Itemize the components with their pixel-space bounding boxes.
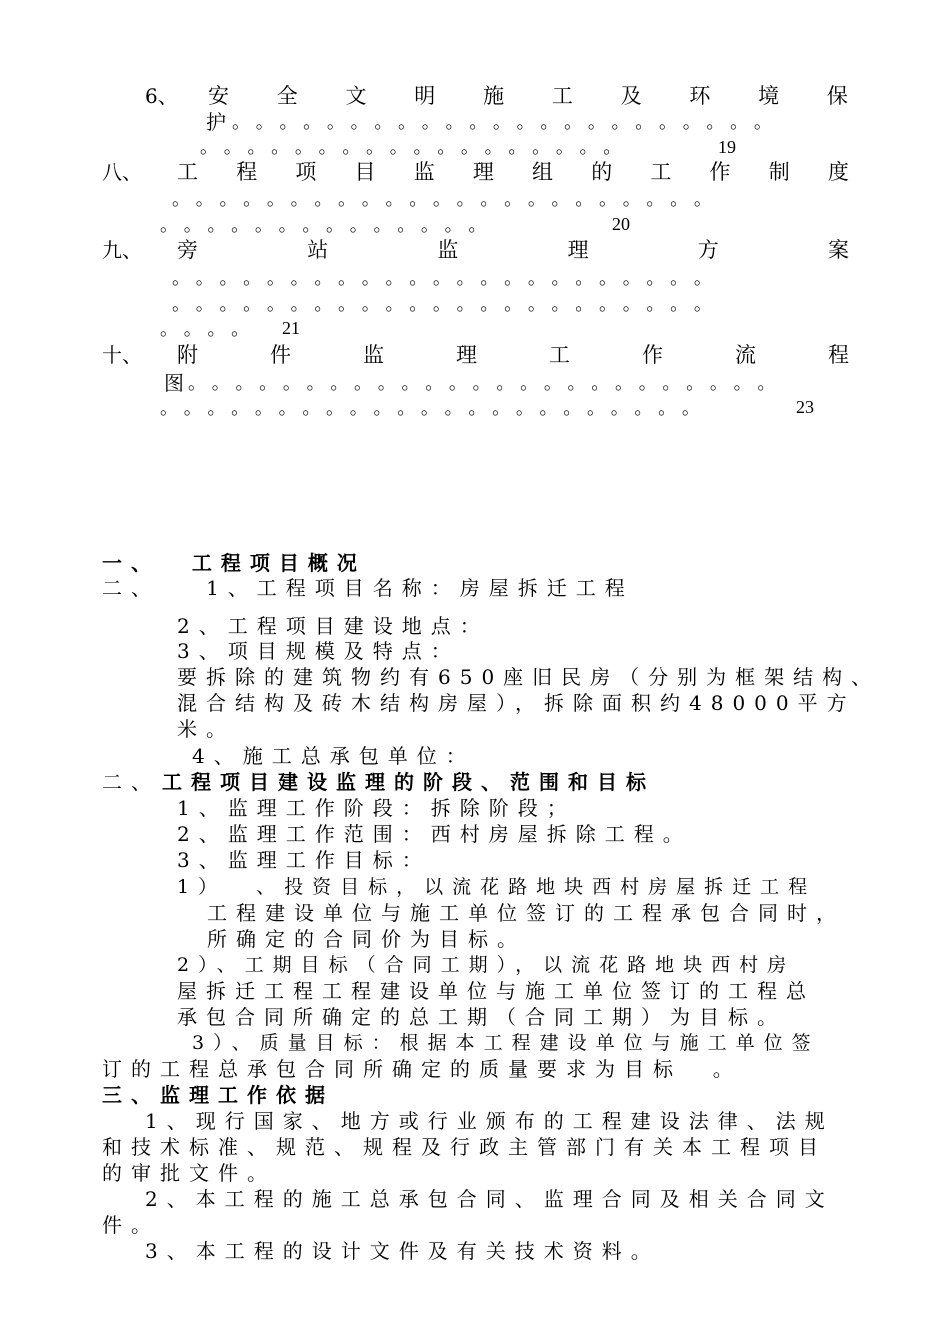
- section-2-item-1: 1、监理工作阶段：拆除阶段；: [177, 796, 576, 820]
- section-3-item-1-line-3: 的审批文件。: [102, 1161, 276, 1185]
- section-2-goal-2-line-3: 承包合同所确定的总工期（合同工期）为目标。: [177, 1005, 786, 1029]
- toc-9-leader-1: 。 。 。 。 。 。 。 。 。 。 。 。 。 。 。 。 。 。 。 。 。 。 。: [172, 268, 712, 289]
- toc-title-char: 程: [828, 343, 849, 367]
- section-3-item-3: 3、本工程的设计文件及有关技术资料。: [145, 1239, 660, 1263]
- toc-title-char: 理: [567, 238, 589, 262]
- toc-title-char: 保: [826, 84, 848, 108]
- section-1-item-3: 3、项目规模及特点：: [177, 639, 460, 663]
- toc-9-leader-2: 。 。 。 。 。 。 。 。 。 。 。 。 。 。 。 。 。 。 。 。 。 。 。: [172, 294, 712, 315]
- section-2-goal-3-line-1: 3）、质量目标：根据本工程建设单位与施工单位签: [192, 1032, 820, 1054]
- toc-8-prefix: 八、: [102, 160, 142, 184]
- toc-title-char: 理: [472, 160, 494, 184]
- toc-9-page: 21: [282, 318, 300, 338]
- toc-title-char: 件: [270, 343, 291, 367]
- section-2-title: 工程项目建设监理的阶段、范围和目标: [162, 770, 655, 794]
- toc-8-leader-1: 。 。 。 。 。 。 。 。 。 。 。 。 。 。 。 。 。 。 。 。 。 。 。: [172, 189, 712, 210]
- toc-title-char: 监: [413, 160, 435, 184]
- toc-title-char: 施: [483, 84, 505, 108]
- section-3-item-1-line-1: 1、现行国家、地方或行业颁布的工程建设法律、法规: [145, 1109, 834, 1133]
- section-1-item-4: 4、施工总承包单位：: [192, 744, 475, 768]
- section-2-goal-2-line-2: 屋拆迁工程工程建设单位与施工单位签订的工程总: [177, 979, 815, 1003]
- toc-10-leader-1: 。 。 。 。 。 。 。 。 。 。 。 。 。 。 。 。 。 。 。 。 。 。 。 。 。: [188, 373, 776, 394]
- toc-title-char: 制: [768, 160, 790, 184]
- toc-title-char: 站: [307, 238, 329, 262]
- toc-title-char: 作: [709, 160, 731, 184]
- toc-title-char: 监: [363, 343, 384, 367]
- toc-9-leader-3: 。 。 。 。: [160, 319, 250, 340]
- toc-title-char: 附: [177, 343, 198, 367]
- toc-10-leader-2: 。 。 。 。 。 。 。 。 。 。 。 。 。 。 。 。 。 。 。 。 。 。 。: [160, 398, 700, 419]
- toc-title-char: 工: [177, 160, 198, 184]
- section-1-item-2: 2、工程项目建设地点：: [177, 614, 489, 638]
- toc-title-char: 度: [827, 160, 849, 184]
- toc-10-cont: 图: [164, 371, 184, 395]
- toc-6-page: 19: [718, 137, 736, 157]
- section-1-item-3-text-3: 米。: [177, 717, 235, 741]
- toc-6-leader-2: 。 。 。 。 。 。 。 。 。 。 。 。 。 。 。 。 。 。: [200, 137, 622, 158]
- section-2-goal-1-line-3: 所确定的合同价为目标。: [207, 927, 526, 951]
- section-2-goal-1-line-1: 1） 、投资目标，以流花路地块西村房屋拆迁工程: [177, 876, 817, 898]
- toc-title-char: 环: [689, 84, 711, 108]
- toc-8-page: 20: [612, 214, 630, 234]
- toc-6-prefix: 6、: [145, 84, 178, 108]
- toc-title-char: 文: [345, 84, 367, 108]
- toc-title-char: 工: [551, 84, 573, 108]
- section-1-item-1: 二、 1、工程项目名称：房屋拆迁工程: [102, 576, 634, 600]
- section-2-item-3: 3、监理工作目标：: [177, 848, 431, 872]
- section-1-title: 一、 工程项目概况: [102, 551, 366, 575]
- section-2-item-2: 2、监理工作范围：西村房屋拆除工程。: [177, 822, 692, 846]
- toc-title-char: 案: [827, 238, 849, 262]
- section-2-prefix: 二、: [102, 770, 160, 794]
- toc-title-char: 全: [276, 84, 298, 108]
- section-1-item-3-text-1: 要拆除的建筑物约有650座旧民房（分别为框架结构、: [177, 665, 881, 689]
- toc-title-char: 程: [236, 160, 258, 184]
- section-3-item-2-line-1: 2、本工程的施工总承包合同、监理合同及相关合同文: [145, 1187, 834, 1211]
- toc-title-char: 旁: [177, 238, 198, 262]
- toc-title-char: 安: [208, 84, 229, 108]
- section-3-title: 三、监理工作依据: [102, 1083, 334, 1107]
- section-2-goal-2-line-1: 2）、工期目标（合同工期），以流花路地块西村房: [177, 954, 796, 976]
- toc-title-char: 流: [735, 343, 756, 367]
- toc-title-char: 明: [414, 84, 436, 108]
- toc-title-char: 方: [697, 238, 719, 262]
- toc-title-char: 理: [456, 343, 477, 367]
- toc-title-char: 作: [642, 343, 663, 367]
- toc-8-leader-2: 。 。 。 。 。 。 。 。 。 。 。 。 。 。: [160, 215, 487, 236]
- toc-6-cont: 护: [206, 110, 226, 134]
- toc-6-leader-1: 。 。 。 。 。 。 。 。 。 。 。 。 。 。 。 。 。 。 。 。 。 。 。: [232, 112, 772, 133]
- toc-title-char: 监: [437, 238, 459, 262]
- toc-title-char: 组: [532, 160, 554, 184]
- toc-title-char: 工: [549, 343, 570, 367]
- toc-title-char: 境: [758, 84, 780, 108]
- toc-title-char: 项: [295, 160, 317, 184]
- toc-title-char: 工: [650, 160, 672, 184]
- toc-8-title: [177, 159, 849, 185]
- toc-6-title: [208, 83, 848, 109]
- toc-10-title: [177, 342, 849, 368]
- section-1-item-3-text-2: 混合结构及砖木结构房屋），拆除面积约48000平方: [177, 691, 856, 715]
- toc-10-prefix: 十、: [102, 343, 142, 367]
- section-2-goal-1-line-2: 工程建设单位与施工单位签订的工程承包合同时，: [207, 901, 845, 925]
- section-2-goal-3-line-2: 订的工程总承包合同所确定的质量要求为目标 。: [102, 1057, 742, 1081]
- toc-9-title: [177, 237, 849, 263]
- toc-10-page: 23: [796, 397, 814, 417]
- section-3-item-1-line-2: 和技术标准、规范、规程及行政主管部门有关本工程项目: [102, 1135, 827, 1159]
- toc-title-char: 目: [354, 160, 376, 184]
- section-3-item-2-line-2: 件。: [102, 1213, 160, 1237]
- toc-9-prefix: 九、: [102, 238, 142, 262]
- toc-title-char: 及: [620, 84, 642, 108]
- toc-title-char: 的: [591, 160, 613, 184]
